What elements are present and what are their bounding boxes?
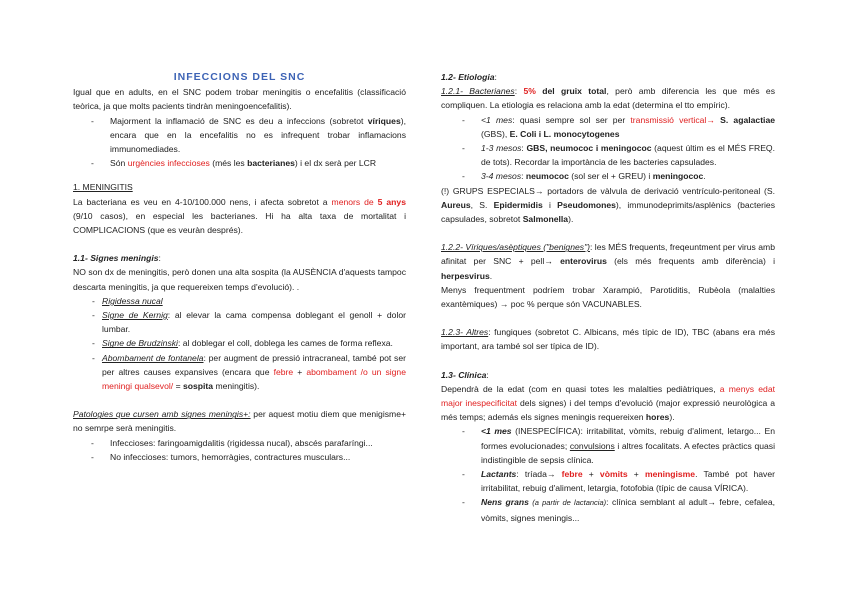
viral-paragraph: 1.2.2- Víriques/asèptiques ("benignes"): les MÉS frequents, freqeuntment per virus amb afinitat per SNC + pell→ enterovirus (els més frequents amb diferència) i herpesvirus. bbox=[441, 242, 775, 281]
list-item: - Infeccioses: faringoamigdalitis (rigidessa nucal), abscés parafaríngi... bbox=[73, 436, 406, 450]
clinic-age-list bbox=[441, 424, 775, 524]
intro-bullet: - Majorment la inflamació de SNC es deu a infeccions (sobretot víriques), encara que en la encefalitis no es infrequent trobar inflamacions immunomediades. bbox=[73, 114, 406, 157]
bacterial-age-list bbox=[441, 113, 775, 184]
special-groups-paragraph: (!) GRUPS ESPECIALS→ portadors de vàlvula de derivació ventrículo-peritoneal (S. Aureus, S. Epidermidis i Pseudomones), immunodeprimits/asplènics (bacteries capsulades, sobretot Salmonella). bbox=[441, 185, 775, 225]
left-column bbox=[73, 70, 406, 464]
right-column bbox=[441, 70, 775, 525]
list-item: - Signe de Kernig: al elevar la cama compensa doblegant el genoll + dolor lumbar. bbox=[73, 308, 406, 336]
clinic-paragraph: Dependrà de la edat (com en quasi totes les malalties pediàtriques, a menys edat major inespecificitat dels signes) i del temps d'evolució (major expressió neurològica a més temps; además els signes meningis requereixen hores). bbox=[441, 383, 776, 423]
list-item: - No infeccioses: tumors, hemorràgies, contractures musculars... bbox=[73, 450, 406, 464]
patologies-list bbox=[73, 436, 406, 464]
signs-paragraph: NO son dx de meningitis, però donen una alta sospita (la AUSÈNCIA d'aquests tampoc descarta meningitis, ja que requereixen temps d'evolució). . bbox=[73, 267, 406, 292]
section-heading-meningitis: 1. MENINGITIS bbox=[73, 182, 133, 193]
list-item: - Rigidessa nucal bbox=[73, 294, 406, 308]
list-item: - 3-4 mesos: neumococ (sol ser el + GREU) i meningococ. bbox=[441, 169, 775, 183]
list-item: - Nens grans (a partir de lactancia): clínica semblant al adult→ febre, cefalea, vòmits, signes meningis... bbox=[441, 495, 775, 524]
other-paragraph: 1.2.3- Altres: fungiques (sobretot C. Albicans, més típic de ID), TBC (abans era més important, ara també sol ser típica de ID). bbox=[441, 327, 775, 352]
list-item: - Signe de Brudzinski: al doblegar el coll, doblega les cames de forma reflexa. bbox=[73, 336, 406, 350]
list-item: - Lactants: tríada→ febre + vòmits + meningisme. També pot haver irritabilitat, rebuig d'aliment, letargia, fotofobia (típic de causa VÍRICA). bbox=[441, 467, 775, 495]
list-item: - <1 mes (INESPECÍFICA): irritabilitat, vòmits, rebuig d'aliment, letargo... En formes evolucionades; convulsions i altres focalitats. A efectes pràctics quasi indistingible de sepsis clínica. bbox=[441, 424, 775, 467]
subheading-etiology: 1.2- Etiologia: bbox=[441, 72, 497, 82]
list-item: - <1 mes: quasi sempre sol ser per transmissió vertical→ S. agalactiae (GBS), E. Coli i L. monocytogenes bbox=[441, 113, 775, 141]
viral-paragraph-2: Menys frequentment podríem trobar Xarampió, Parotiditis, Rubèola (malalties exantèmiques) → poc % perque són VACUNABLES. bbox=[441, 284, 775, 310]
meningitis-paragraph: La bacteriana es veu en 4-10/100.000 nens, i afecta sobretot a menors de 5 anys (9/10 casos), en especial les bacterianes. Hi ha alta taxa de mortalitat i COMPLICACIONS (que es veuràn després). bbox=[73, 196, 406, 236]
subheading-signs: 1.1- Signes meningis: bbox=[73, 253, 161, 264]
subheading-clinic: 1.3- Clínica: bbox=[441, 369, 489, 380]
intro-bullet: - Són urgències infeccioses (més les bacterianes) i el dx serà per LCR bbox=[73, 156, 406, 170]
signs-list bbox=[73, 294, 406, 393]
bacterial-paragraph: 1.2.1- Bacterianes: 5% del gruix total, però amb diferencia les que més es compliquen. La etiologia es relaciona amb la edat (determina el tto empíric). bbox=[441, 86, 776, 111]
intro-paragraph: Igual que en adults, en el SNC podem trobar meningitis o encefalitis (classificació teòrica, ja que molts pacients tindràn meningoencefalitis). bbox=[73, 87, 406, 112]
list-item: - Abombament de fontanela: per augment de pressió intracraneal, també pot ser per altres causes expansives (encara que febre + abombament /o un signe meningi qualsevol/ = sospita meningitis). bbox=[73, 351, 406, 394]
list-item: - 1-3 mesos: GBS, neumococ i meningococ (aquest últim es el MÉS FREQ. de tots). Recordar la importància de les bacteries capsulades. bbox=[441, 141, 775, 169]
page-title: INFECCIONS DEL SNC bbox=[173, 71, 306, 83]
patologies-paragraph: Patologies que cursen amb signes meningis+: per aquest motiu diem que menigisme+ no semrpe serà meningitis. bbox=[73, 409, 406, 434]
intro-bullet-list bbox=[73, 114, 406, 171]
